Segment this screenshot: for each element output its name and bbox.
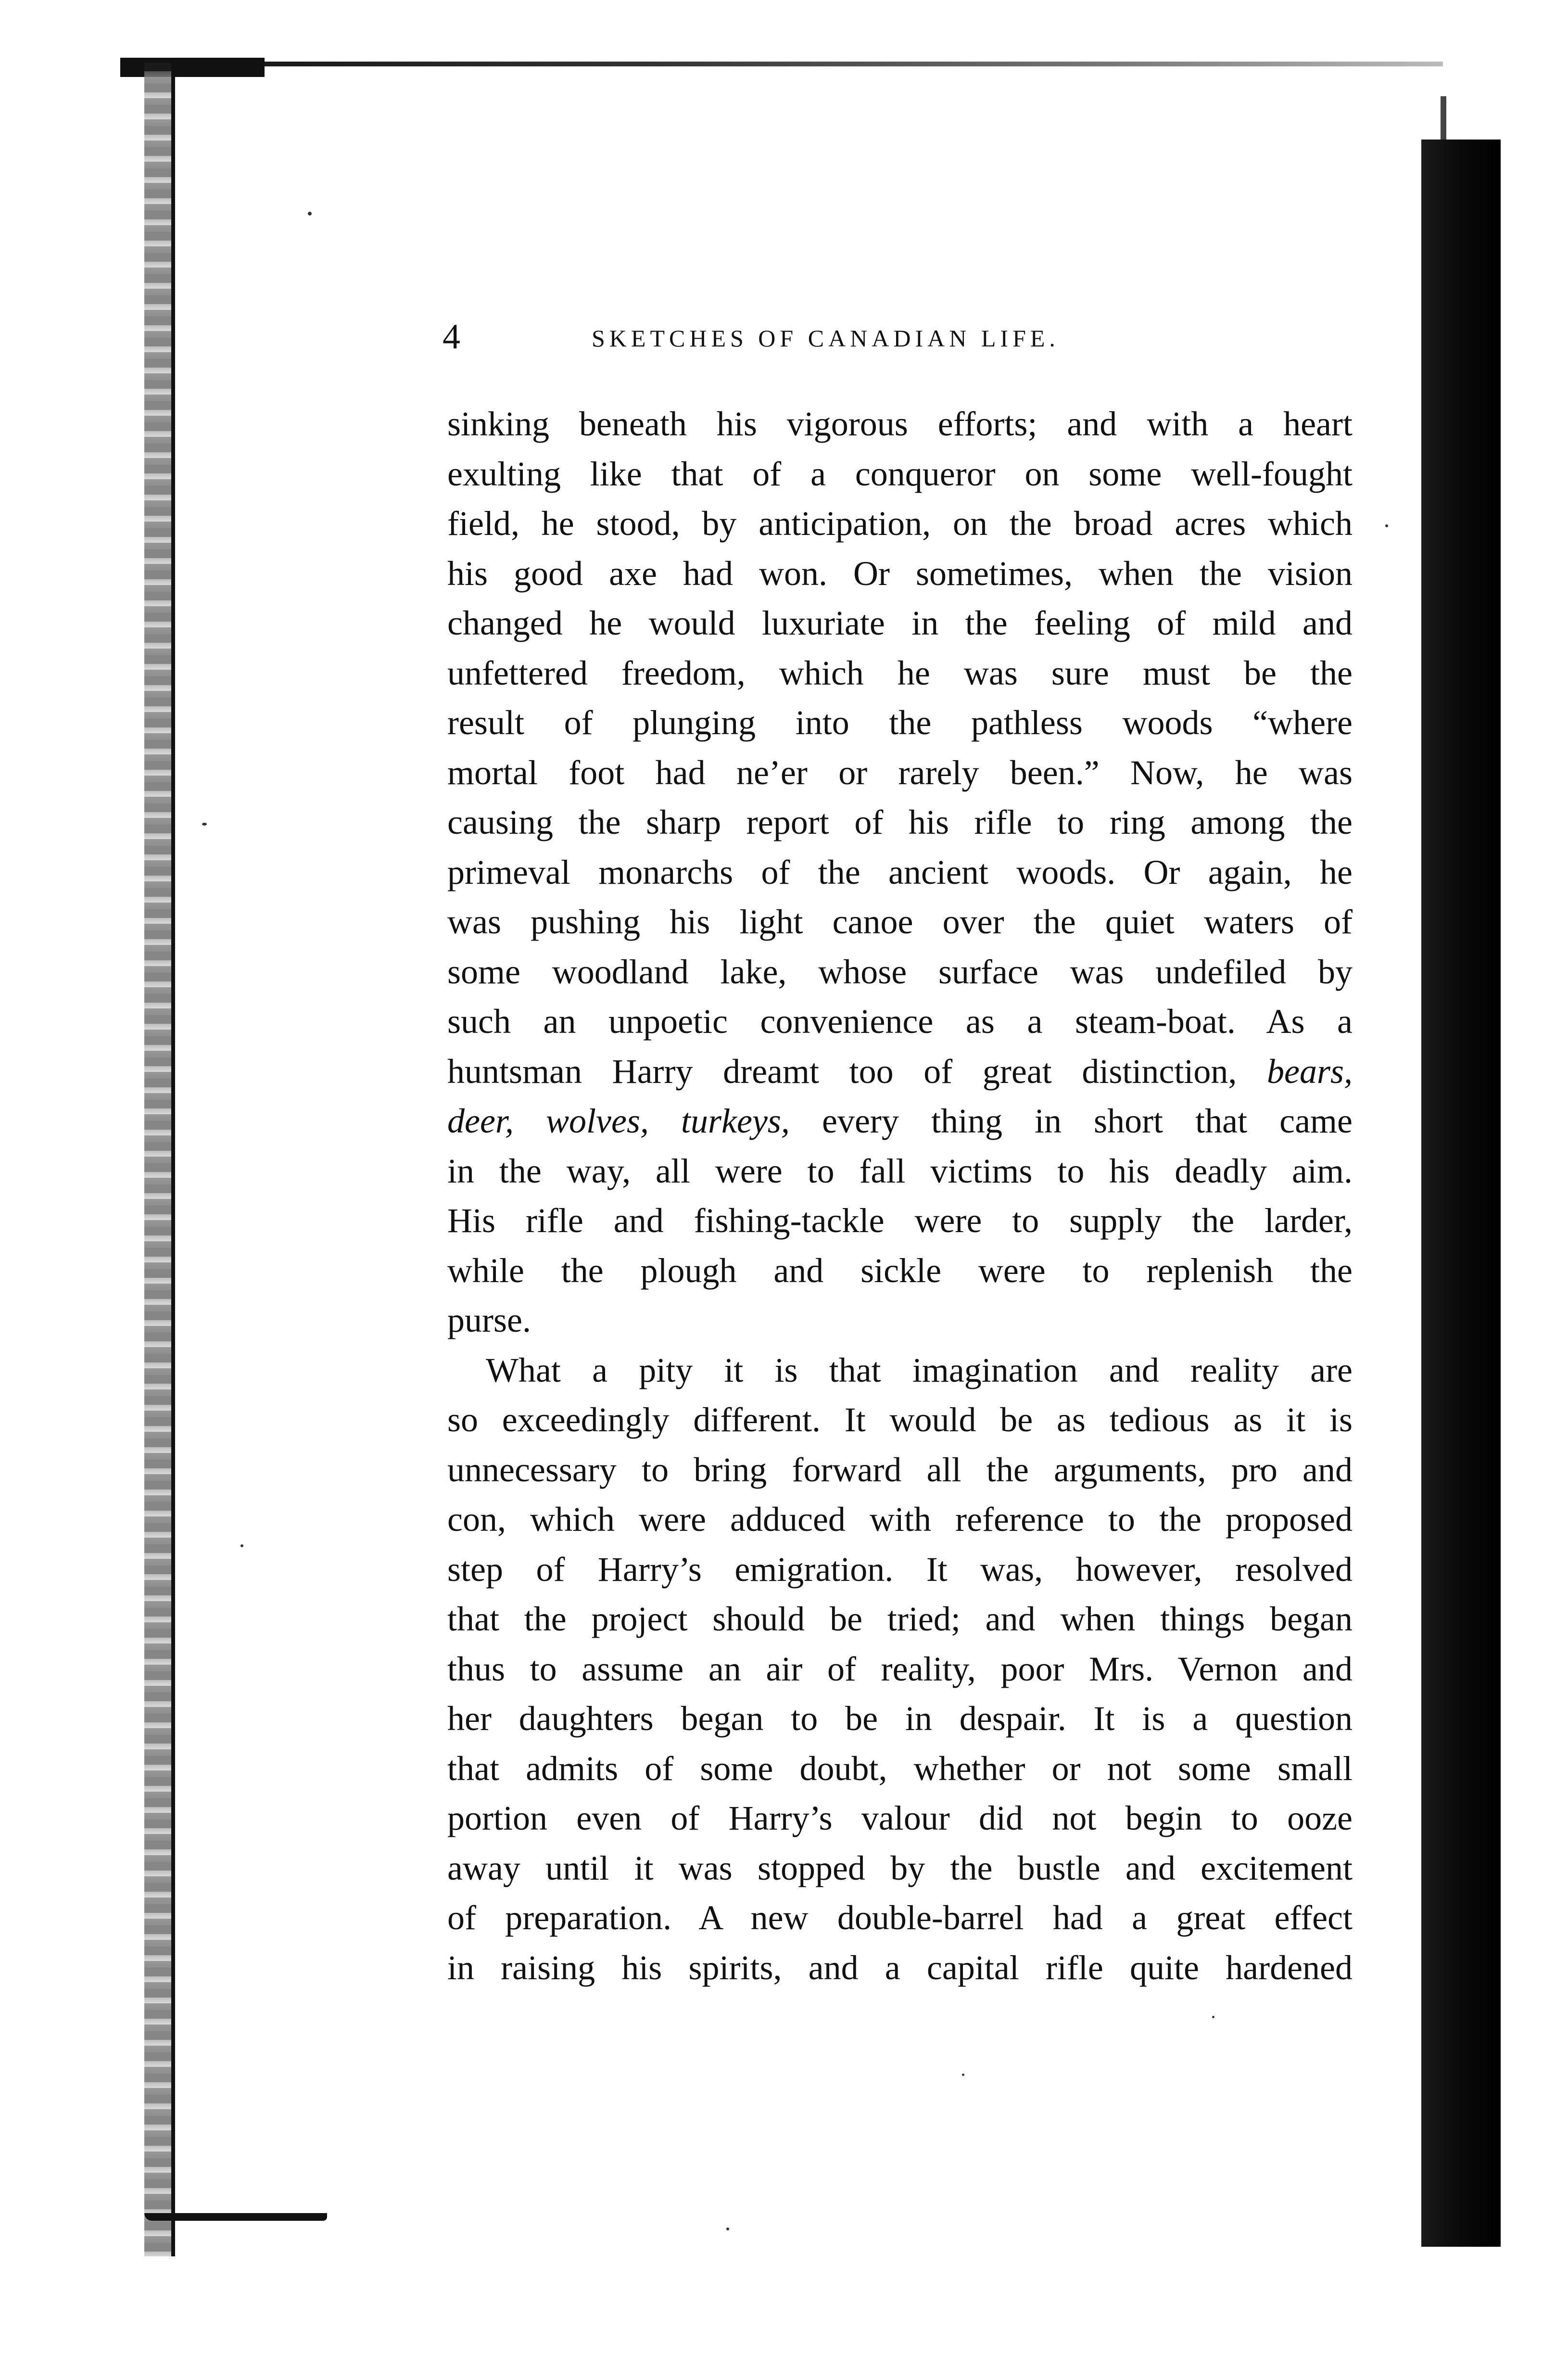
paragraph-2 <box>447 1346 1353 1993</box>
text-line: unfettered freedom, which he was sure must be the <box>447 653 1353 692</box>
text-line: mortal foot had ne’er or rarely been.” Now, he was <box>447 753 1353 792</box>
binding-edge-line <box>171 63 175 2256</box>
text-segment: huntsman Harry dreamt too of great distinction, <box>447 1052 1237 1091</box>
text-line-mixed <box>447 1047 1353 1097</box>
text-line: her daughters began to be in despair. It is a question <box>447 1699 1353 1738</box>
text-line: con, which were adduced with reference to the proposed <box>447 1500 1353 1539</box>
text-line: changed he would luxuriate in the feeling of mild and <box>447 604 1353 642</box>
running-title: SKETCHES OF CANADIAN LIFE. <box>592 325 1060 352</box>
text-line: in the way, all were to fall victims to his deadly aim. <box>447 1151 1353 1190</box>
text-line: such an unpoetic convenience as a steam-boat. As a <box>447 1002 1353 1041</box>
text-line: What a pity it is that imagination and reality are <box>486 1350 1353 1389</box>
paragraph-1 <box>447 399 1353 1346</box>
text-line: some woodland lake, whose surface was undefiled by <box>447 952 1353 991</box>
text-line: unnecessary to bring forward all the arguments, pro and <box>447 1450 1353 1489</box>
scan-speck <box>726 2228 729 2230</box>
text-line: away until it was stopped by the bustle and excitement <box>447 1848 1353 1887</box>
page-bottom-edge <box>144 2213 327 2221</box>
text-line: primeval monarchs of the ancient woods. Or again, he <box>447 853 1353 891</box>
text-line: in raising his spirits, and a capital rifle quite hardened <box>447 1948 1353 1987</box>
text-line: sinking beneath his vigorous efforts; and with a heart <box>447 405 1353 443</box>
scan-speck <box>1385 524 1388 527</box>
scan-speck <box>202 823 207 826</box>
text-line: result of plunging into the pathless woods “where <box>447 703 1353 742</box>
scan-speck <box>240 1544 243 1547</box>
text-line: of preparation. A new double-barrel had a great effect <box>447 1898 1353 1937</box>
page-number: 4 <box>443 317 460 356</box>
text-line: while the plough and sickle were to replenish the <box>447 1251 1353 1290</box>
scan-speck <box>962 2074 964 2076</box>
text-line: purse. <box>447 1301 531 1339</box>
text-line: step of Harry’s emigration. It was, however, resolved <box>447 1550 1353 1589</box>
scan-speck <box>1212 2016 1214 2018</box>
right-edge-shadow <box>1421 140 1501 2247</box>
italic-word: bears, <box>1267 1052 1353 1091</box>
binding-edge <box>144 63 173 2256</box>
text-line: portion even of Harry’s valour did not begin to ooze <box>447 1799 1353 1837</box>
page-top-edge <box>120 62 1443 66</box>
text-line-mixed <box>447 1096 1353 1146</box>
page-top-edge-fray <box>120 58 265 77</box>
text-line: field, he stood, by anticipation, on the broad acres which <box>447 504 1353 543</box>
scan-speck <box>308 212 312 216</box>
text-segment: every thing in short that came <box>822 1102 1353 1140</box>
italic-words: deer, wolves, turkeys, <box>447 1102 790 1140</box>
text-line: causing the sharp report of his rifle to ring among the <box>447 803 1353 841</box>
text-line: exulting like that of a conqueror on some well-fought <box>447 454 1353 493</box>
text-line: that the project should be tried; and when things began <box>447 1600 1353 1638</box>
text-line: thus to assume an air of reality, poor Mrs. Vernon and <box>447 1649 1353 1688</box>
body-text <box>447 399 1353 1993</box>
running-head <box>443 318 1380 356</box>
text-line: that admits of some doubt, whether or not some small <box>447 1749 1353 1788</box>
text-line: his good axe had won. Or sometimes, when the vision <box>447 554 1353 593</box>
text-line: His rifle and fishing-tackle were to supply the larder, <box>447 1201 1353 1240</box>
text-line: was pushing his light canoe over the quiet waters of <box>447 903 1353 941</box>
right-edge-mark <box>1441 96 1446 144</box>
text-line: so exceedingly different. It would be as tedious as it is <box>447 1400 1353 1439</box>
